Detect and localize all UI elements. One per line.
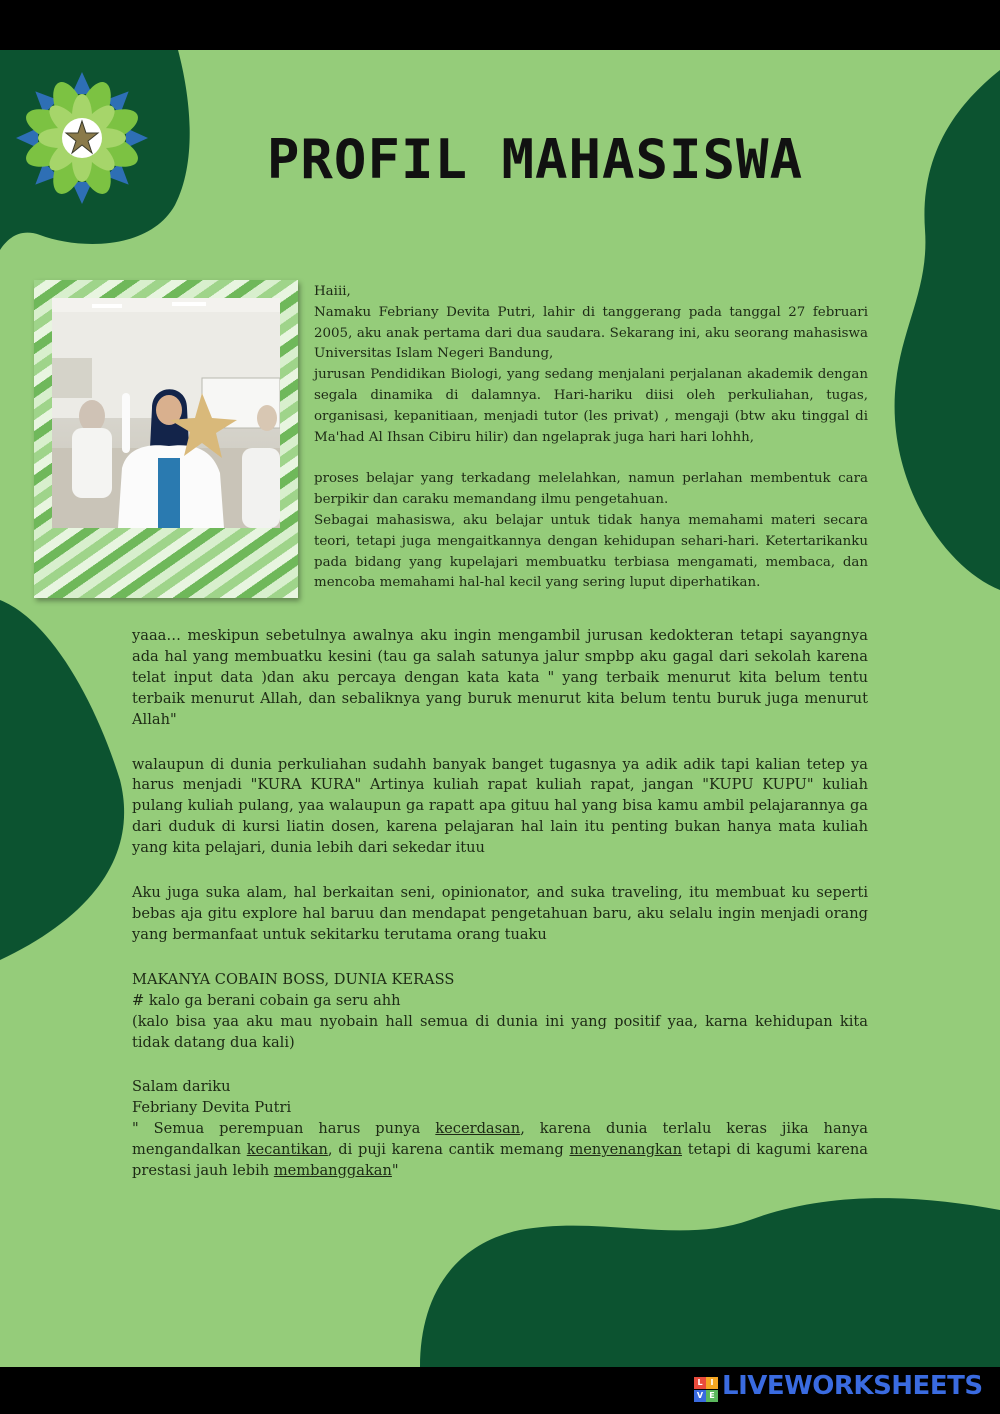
student-photo [52, 298, 280, 528]
signature-name: Febriany Devita Putri [132, 1099, 292, 1117]
closing-quote: " Semua perempuan harus punya kecerdasan, karena dunia terlalu keras jika hanya mengandalkan kecantikan, di puji karena cantik memang menyenangkan tetapi di kagumi karena prestasi jauh lebih membanggakan" [132, 1120, 868, 1180]
watermark-text: LIVEWORKSHEETS [722, 1371, 983, 1401]
closing-greeting: Salam dariku [132, 1078, 231, 1096]
intro-text [314, 282, 868, 594]
intro-paragraph: Namaku Febriany Devita Putri, lahir di tanggerang pada tanggal 27 februari 2005, aku anak pertama dari dua saudara. Sekarang ini, aku seorang mahasiswa Universitas Islam Negeri Bandung, [314, 304, 868, 362]
left-mid-blob [0, 600, 124, 960]
body-paragraph: Aku juga suka alam, hal berkaitan seni, opinionator, and suka traveling, itu membuat ku seperti bebas aja gitu explore hal baruu dan mendapat pengetahuan baru, aku selalu ingin menjadi orang yang bermanfaat untuk sekitarku terutama orang tuaku [132, 884, 868, 943]
intro-greeting: Haiii, [314, 284, 351, 299]
motto-hashtag: # kalo ga berani cobain ga seru ahh [132, 991, 401, 1009]
body-paragraph: walaupun di dunia perkuliahan sudahh banyak banget tugasnya ya adik adik tapi kalian tetep ya harus menjadi "KURA KURA" Artinya kuliah rapat kuliah rapat, jangan "KUPU KUPU" kuliah pulang kuliah pulang, yaa walaupun ga rapatt apa gituu hal yang bisa kamu ambil pelajarannya ga dari duduk di kursi liatin dosen, karena pelajaran hal lain itu penting bukan hanya mata kuliah yang kita pelajari, dunia lebih dari sekedar ituu [132, 755, 868, 857]
liveworksheets-badge: L I V E [694, 1377, 718, 1403]
motto-note: (kalo bisa yaa aku mau nyobain hall semua di dunia ini yang positif yaa, karna kehidupan kita tidak datang dua kali) [132, 1012, 868, 1051]
intro-paragraph: proses belajar yang terkadang melelahkan, namun perlahan membentuk cara berpikir dan caraku memandang ilmu pengetahuan. [314, 471, 868, 508]
intro-paragraph: Sebagai mahasiswa, aku belajar untuk tidak hanya memahami materi secara teori, tetapi juga mengaitkannya dengan kehidupan sehari-hari. Ketertarikanku pada bidang yang kupelajari membuatku terbiasa mengamati, membaca, dan mencoba memahami hal-hal kecil yang sering luput diperhatikan. [314, 512, 868, 591]
intro-paragraph: jurusan Pendidikan Biologi, yang sedang menjalani perjalanan akademik dengan segala dinamika di dalamnya. Hari-hariku diisi oleh perkuliahan, tugas, organisasi, kepanitiaan, menjadi tutor (les privat) , mengaji (btw aku tinggal di Ma'had Al Ihsan Cibiru hilir) dan ngelaprak juga hari hari lohhh, [314, 367, 868, 445]
page-title: PROFIL MAHASISWA [266, 128, 804, 191]
university-logo [12, 68, 152, 208]
body-paragraph: yaaa… meskipun sebetulnya awalnya aku ingin mengambil jurusan kedokteran tetapi sayangnya ada hal yang membuatku kesini (tau ga salah satunya jalur smpbp aku gagal dari sekolah karena telat input data )dan aku percaya dengan kata kata " yang terbaik menurut kita belum tentu terbaik menurut Allah, dan sebaliknya yang buruk menurut kita belum tentu buruk juga menurut Allah" [132, 627, 868, 728]
lab-scene-illustration [52, 298, 280, 528]
body-text [132, 626, 868, 1182]
photo-frame [34, 280, 298, 598]
motto-heading: MAKANYA COBAIN BOSS, DUNIA KERASS [132, 970, 455, 988]
right-blob [895, 70, 1000, 590]
